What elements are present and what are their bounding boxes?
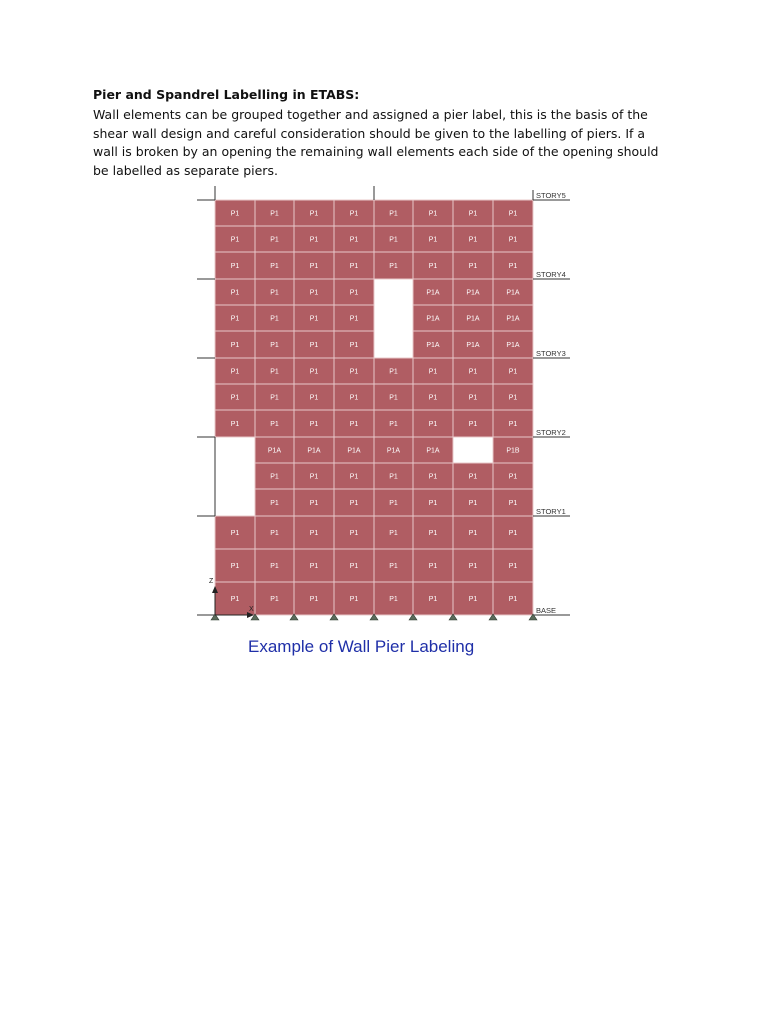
wall-cell: [493, 489, 533, 516]
wall-cell: [294, 331, 334, 358]
pier-label: P1: [309, 596, 319, 603]
wall-cell: [493, 463, 533, 489]
pier-label: P1: [468, 394, 478, 402]
wall-cell: [453, 489, 493, 516]
pier-label: P1: [508, 421, 518, 428]
wall-cell: [215, 516, 255, 549]
pier-label: P1A: [466, 289, 480, 297]
wall-cell: [413, 410, 453, 437]
pier-label: P1: [349, 236, 359, 244]
wall-cell: [255, 226, 294, 252]
wall-cell: [493, 582, 533, 615]
pier-label: P1: [349, 342, 359, 349]
wall-cell: [334, 331, 374, 358]
pier-label: P1: [230, 236, 240, 244]
wall-cell: [255, 410, 294, 437]
wall-cell: [215, 305, 255, 331]
pier-label: P1: [230, 289, 240, 297]
pier-label: P1: [508, 210, 518, 218]
wall-cell: [413, 549, 453, 582]
pier-label: P1: [270, 394, 279, 402]
wall-cell: [334, 279, 374, 305]
pier-label: P1A: [267, 447, 282, 455]
wall-cell: [493, 358, 533, 384]
pier-label: P1: [349, 210, 359, 218]
wall-cell: [374, 463, 413, 489]
pier-label: P1: [230, 368, 240, 376]
wall-cell: [413, 489, 453, 516]
pier-label: P1: [349, 421, 359, 428]
wall-cell: [294, 489, 334, 516]
pier-label: P1A: [426, 447, 440, 455]
page-heading: Pier and Spandrel Labelling in ETABS:: [93, 87, 360, 102]
wall-cell: [215, 226, 255, 252]
wall-cell: [493, 305, 533, 331]
story-label: STORY5: [536, 191, 566, 200]
wall-cell: [255, 549, 294, 582]
wall-cell: [493, 384, 533, 410]
wall-cell: [334, 437, 374, 463]
wall-cell: [334, 200, 374, 226]
pier-label: P1A: [506, 289, 520, 297]
pier-label: P1: [389, 394, 398, 402]
story-label: STORY4: [536, 270, 566, 279]
wall-cell: [374, 410, 413, 437]
pier-label: P1: [389, 210, 398, 218]
wall-cell: [255, 437, 294, 463]
wall-cell: [294, 437, 334, 463]
pier-label: P1: [468, 210, 478, 218]
pier-label: P1: [468, 596, 478, 603]
pier-label: P1: [508, 530, 518, 537]
story-label: STORY1: [536, 507, 566, 516]
wall-cell: [453, 200, 493, 226]
pier-label: P1: [309, 473, 319, 481]
wall-cell: [493, 279, 533, 305]
wall-cell: [374, 200, 413, 226]
wall-cell: [334, 463, 374, 489]
pier-label: P1: [389, 421, 398, 428]
pier-label: P1: [508, 368, 518, 376]
pier-label: P1: [270, 263, 279, 270]
pier-label: P1: [508, 263, 518, 270]
wall-cell: [255, 331, 294, 358]
pier-label: P1: [428, 421, 438, 428]
wall-cell: [334, 549, 374, 582]
pier-label: P1A: [347, 447, 361, 455]
pier-label: P1: [389, 563, 398, 570]
pier-label: P1: [428, 563, 438, 570]
wall-cell: [374, 226, 413, 252]
wall-cell: [334, 384, 374, 410]
pier-label: P1: [428, 210, 438, 218]
wall-cell: [453, 252, 493, 279]
body-paragraph: Wall elements can be grouped together and assigned a pier label, this is the basis of the shear wall design and careful consideration should be given to the labelling of piers. If a wall is broken by an opening the remaining wall elements each side of the opening should be labelled as separate piers.: [93, 107, 659, 178]
pier-label: P1: [349, 500, 359, 507]
story-label: STORY3: [536, 349, 566, 358]
wall-cell: [334, 252, 374, 279]
pier-label: P1: [428, 368, 438, 376]
pier-label: P1: [508, 236, 518, 244]
pier-label: P1A: [307, 447, 321, 455]
wall-cell: [413, 516, 453, 549]
pier-label: P1: [468, 473, 478, 481]
pier-label: P1: [428, 263, 438, 270]
wall-cell: [215, 549, 255, 582]
wall-cell: [413, 384, 453, 410]
pier-label: P1: [389, 236, 398, 244]
wall-cell: [413, 305, 453, 331]
pier-label: P1: [428, 473, 438, 481]
pier-label: P1: [349, 315, 359, 323]
wall-cell: [453, 410, 493, 437]
pier-label: P1: [270, 563, 279, 570]
wall-cell: [374, 516, 413, 549]
pier-label: P1: [428, 596, 438, 603]
pier-label: P1: [389, 263, 398, 270]
pier-label: P1: [230, 315, 240, 323]
pier-label: P1: [389, 596, 398, 603]
wall-cell: [255, 384, 294, 410]
pier-label: P1: [309, 236, 319, 244]
pier-label: P1: [428, 236, 438, 244]
wall-cell: [334, 305, 374, 331]
pier-label: P1: [309, 342, 319, 349]
wall-cell: [294, 226, 334, 252]
wall-cell: [413, 226, 453, 252]
pier-label: P1: [349, 289, 359, 297]
wall-cell: [294, 279, 334, 305]
wall-cell: [294, 384, 334, 410]
pier-label: P1: [230, 563, 240, 570]
pier-label: P1: [270, 530, 279, 537]
pier-label: P1: [270, 368, 279, 376]
wall-cell: [334, 358, 374, 384]
z-axis-label: Z: [209, 578, 214, 585]
wall-cell: [374, 358, 413, 384]
wall-cell: [374, 437, 413, 463]
pier-label: P1: [508, 596, 518, 603]
pier-label: P1: [270, 342, 279, 349]
pier-label: P1B: [506, 447, 520, 455]
pier-label: P1: [468, 368, 478, 376]
pier-label: P1: [349, 394, 359, 402]
wall-cell: [255, 489, 294, 516]
pier-label: P1: [309, 563, 319, 570]
wall-cell: [453, 549, 493, 582]
wall-cell: [374, 384, 413, 410]
pier-label: P1: [428, 530, 438, 537]
x-axis-label: X: [249, 606, 254, 613]
wall-cell: [413, 252, 453, 279]
wall-cell: [413, 331, 453, 358]
pier-label: P1: [309, 368, 319, 376]
wall-cell: [334, 410, 374, 437]
pier-label: P1: [309, 210, 319, 218]
wall-cell: [453, 305, 493, 331]
wall-cell: [453, 384, 493, 410]
pier-label: P1A: [386, 447, 401, 455]
wall-cell: [493, 549, 533, 582]
pier-label: P1A: [426, 342, 440, 349]
pier-label: P1: [309, 289, 319, 297]
wall-cell: [374, 489, 413, 516]
pier-label: P1: [349, 473, 359, 481]
story-label: STORY2: [536, 428, 566, 437]
wall-cell: [215, 331, 255, 358]
wall-cell: [255, 516, 294, 549]
wall-cell: [493, 410, 533, 437]
pier-label: P1: [309, 500, 319, 507]
pier-label: P1: [349, 563, 359, 570]
pier-label: P1: [389, 473, 398, 481]
pier-label: P1A: [466, 342, 480, 349]
pier-label: P1: [309, 530, 319, 537]
pier-label: P1: [349, 530, 359, 537]
wall-cell: [413, 582, 453, 615]
pier-label: P1: [309, 421, 319, 428]
wall-cell: [453, 331, 493, 358]
wall-cell: [294, 358, 334, 384]
pier-label: P1: [349, 263, 359, 270]
pier-label: P1: [309, 263, 319, 270]
figure-caption: Example of Wall Pier Labeling: [248, 637, 475, 656]
wall-cell: [294, 410, 334, 437]
wall-cell: [215, 358, 255, 384]
pier-label: P1: [468, 530, 478, 537]
wall-cell: [334, 489, 374, 516]
pier-label: P1: [230, 421, 240, 428]
pier-label: P1: [428, 500, 438, 507]
pier-label: P1A: [426, 289, 440, 297]
wall-cell: [294, 305, 334, 331]
wall-cell: [294, 463, 334, 489]
wall-cell: [294, 549, 334, 582]
wall-cell: [255, 305, 294, 331]
wall-cell: [453, 226, 493, 252]
wall-cells: [215, 200, 533, 615]
wall-cell: [453, 516, 493, 549]
wall-cell: [294, 516, 334, 549]
pier-label: P1: [349, 596, 359, 603]
pier-label: P1: [230, 210, 240, 218]
pier-label: P1: [428, 394, 438, 402]
pier-label: P1: [468, 263, 478, 270]
pier-label: P1: [508, 500, 518, 507]
wall-cell: [255, 200, 294, 226]
wall-cell: [215, 279, 255, 305]
pier-label: P1: [389, 500, 398, 507]
wall-cell: [493, 331, 533, 358]
pier-label: P1: [230, 394, 240, 402]
pier-label: P1: [468, 421, 478, 428]
wall-cell: [413, 437, 453, 463]
pier-label: P1: [349, 368, 359, 376]
wall-cell: [215, 384, 255, 410]
wall-cell: [215, 200, 255, 226]
pier-label: P1A: [466, 315, 480, 323]
wall-cell: [493, 516, 533, 549]
pier-label: P1: [230, 263, 240, 270]
wall-cell: [255, 279, 294, 305]
pier-label: P1: [508, 563, 518, 570]
pier-label: P1: [389, 368, 398, 376]
wall-cell: [334, 516, 374, 549]
wall-cell: [294, 200, 334, 226]
pier-label: P1: [508, 473, 518, 481]
wall-cell: [453, 358, 493, 384]
wall-cell: [453, 582, 493, 615]
pier-label: P1: [468, 236, 478, 244]
wall-cell: [374, 582, 413, 615]
wall-cell: [453, 463, 493, 489]
wall-cell: [493, 226, 533, 252]
pier-label: P1A: [506, 315, 520, 323]
pier-label: P1A: [426, 315, 440, 323]
wall-cell: [215, 410, 255, 437]
pier-label: P1A: [506, 342, 520, 349]
wall-cell: [374, 549, 413, 582]
pier-label: P1: [270, 473, 279, 481]
pier-label: P1: [468, 500, 478, 507]
pier-label: P1: [508, 394, 518, 402]
pier-label: P1: [309, 315, 319, 323]
pier-label: P1: [270, 236, 279, 244]
wall-cell: [453, 279, 493, 305]
wall-cell: [255, 252, 294, 279]
wall-cell: [255, 463, 294, 489]
pier-label: P1: [270, 289, 279, 297]
pier-label: P1: [270, 596, 279, 603]
wall-cell: [493, 437, 533, 463]
wall-cell: [255, 582, 294, 615]
story-label: BASE: [536, 606, 557, 615]
pier-label: P1: [230, 596, 240, 603]
wall-cell: [374, 252, 413, 279]
wall-cell: [413, 200, 453, 226]
wall-cell: [294, 582, 334, 615]
pier-label: P1: [230, 342, 240, 349]
pier-label: P1: [309, 394, 319, 402]
wall-cell: [215, 252, 255, 279]
wall-cell: [413, 279, 453, 305]
wall-cell: [334, 226, 374, 252]
pier-label: P1: [468, 563, 478, 570]
pier-label: P1: [270, 500, 279, 507]
pier-label: P1: [270, 315, 279, 323]
pier-label: P1: [230, 530, 240, 537]
wall-cell: [493, 252, 533, 279]
wall-cell: [255, 358, 294, 384]
pier-label: P1: [270, 210, 279, 218]
wall-cell: [413, 463, 453, 489]
wall-cell: [493, 200, 533, 226]
pier-label: P1: [389, 530, 398, 537]
wall-cell: [413, 358, 453, 384]
wall-cell: [294, 252, 334, 279]
wall-cell: [334, 582, 374, 615]
pier-label: P1: [270, 421, 279, 428]
